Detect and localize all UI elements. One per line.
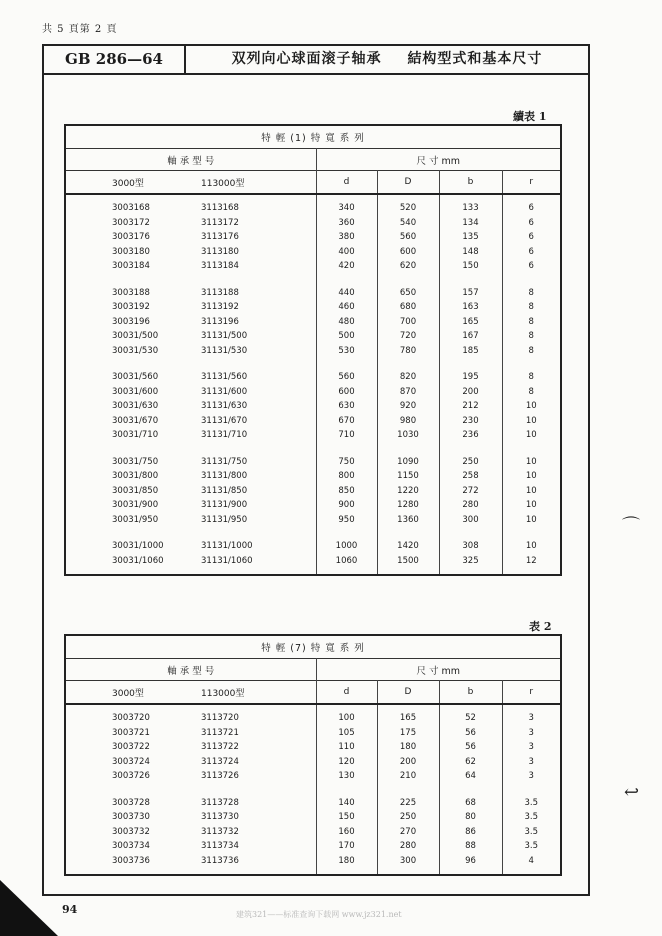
table2-cell-r: 3.5 — [524, 812, 539, 823]
table1-group-spacer — [65, 443, 561, 455]
table1-cell-b: 258 — [439, 469, 502, 484]
table2-cell-model-3000: 3003736 — [112, 855, 150, 866]
table1-cell-r: 12 — [525, 555, 537, 566]
table1-cell-b: 236 — [439, 428, 502, 443]
table1-cell-model-3000: 3003196 — [112, 316, 150, 327]
table1-cell-model-3000: 30031/710 — [112, 430, 159, 441]
table2-cell-model-3000: 3003721 — [112, 727, 150, 738]
table1-cell-b: 133 — [439, 201, 502, 216]
table1-cell-b: 157 — [439, 286, 502, 301]
table1-cell-r: 10 — [525, 430, 537, 441]
table2-cell-d: 120 — [316, 755, 377, 770]
table2-cell-r: 3 — [528, 742, 534, 753]
table2-col-D: D — [377, 681, 439, 705]
table2-row — [65, 711, 561, 726]
table1-cell-d: 800 — [316, 469, 377, 484]
table2-series-title: 特 輕 (7) 特 寬 系 列 — [261, 643, 365, 654]
table1-row — [65, 216, 561, 231]
table2-cell-D: 165 — [377, 711, 439, 726]
table1-cell-d: 480 — [316, 315, 377, 330]
table2-row — [65, 796, 561, 811]
table2-cell-model-3000: 3003734 — [112, 841, 150, 852]
table2-col-3000: 3000型 — [65, 681, 185, 705]
table2-cell-model-3000: 3003728 — [112, 797, 150, 808]
table1-row — [65, 344, 561, 359]
table2-body — [65, 704, 561, 875]
table1-cell-r: 6 — [528, 203, 534, 214]
table1-cell-d: 460 — [316, 300, 377, 315]
table1-cell-model-3000: 30031/800 — [112, 471, 159, 482]
table1-row — [65, 399, 561, 414]
table1-row — [65, 539, 561, 554]
table1-cell-b: 300 — [439, 513, 502, 528]
table2-group-right: 尺 寸 mm — [316, 659, 561, 681]
table1-cell-d: 560 — [316, 370, 377, 385]
table1-cell-d: 500 — [316, 329, 377, 344]
table2-cell-b: 80 — [439, 810, 502, 825]
table1-group-right: 尺 寸 mm — [316, 149, 561, 171]
table1-cell-model-113000: 3113172 — [185, 216, 316, 231]
table2-cell-D: 210 — [377, 769, 439, 784]
table1-cell-model-113000: 31131/560 — [185, 370, 316, 385]
table2-cell-D: 225 — [377, 796, 439, 811]
table1-cell-r: 10 — [525, 401, 537, 412]
table1-cell-D: 1420 — [377, 539, 439, 554]
table1-row — [65, 513, 561, 528]
table1-cell-b: 134 — [439, 216, 502, 231]
table2-cell-r: 3 — [528, 727, 534, 738]
table2-cell-D: 280 — [377, 839, 439, 854]
table1-cell-d: 380 — [316, 230, 377, 245]
table2-cell-model-113000: 3113724 — [185, 755, 316, 770]
table1-cell-r: 8 — [528, 302, 534, 313]
table1-cell-D: 980 — [377, 414, 439, 429]
table1-cell-model-113000: 3113192 — [185, 300, 316, 315]
table1-cell-model-113000: 31131/1060 — [185, 554, 316, 569]
table2-cell-r: 3.5 — [524, 797, 539, 808]
table1-cell-b: 272 — [439, 484, 502, 499]
table2-group-spacer — [65, 784, 561, 796]
table1-spacer — [65, 194, 561, 201]
table1-cell-D: 1500 — [377, 554, 439, 569]
table1-row — [65, 385, 561, 400]
table2-row — [65, 839, 561, 854]
table1-group-spacer — [65, 274, 561, 286]
table2-row — [65, 825, 561, 840]
table1-cell-model-113000: 3113180 — [185, 245, 316, 260]
table2-col-113000: 113000型 — [185, 681, 316, 705]
table2-cell-r: 3 — [528, 771, 534, 782]
table1-cell-model-3000: 3003192 — [112, 302, 150, 313]
table1-cell-b: 230 — [439, 414, 502, 429]
table1-cell-r: 6 — [528, 217, 534, 228]
table2-cell-model-113000: 3113722 — [185, 740, 316, 755]
table1-row — [65, 259, 561, 274]
table1-cell-D: 520 — [377, 201, 439, 216]
binding-corner — [0, 880, 58, 936]
table2-row — [65, 726, 561, 741]
table1-cell-D: 1280 — [377, 498, 439, 513]
table1-series-row — [65, 125, 561, 149]
table1-cell-D: 680 — [377, 300, 439, 315]
table1-cell-model-113000: 3113176 — [185, 230, 316, 245]
page-count: 共 5 頁第 2 頁 — [42, 24, 118, 35]
table1-row — [65, 498, 561, 513]
table2-row — [65, 755, 561, 770]
table2-cell-model-113000: 3113721 — [185, 726, 316, 741]
table1-cell-model-3000: 30031/750 — [112, 456, 159, 467]
table1-cell-model-3000: 3003184 — [112, 261, 150, 272]
table1-cell-model-3000: 3003180 — [112, 246, 150, 257]
table1-cell-model-113000: 31131/710 — [185, 428, 316, 443]
table1-cell-d: 900 — [316, 498, 377, 513]
table2-column-headers — [65, 681, 561, 705]
table1-cell-d: 850 — [316, 484, 377, 499]
table1-cell-model-113000: 3113168 — [185, 201, 316, 216]
table1-cell-r: 6 — [528, 232, 534, 243]
table2-cell-b: 86 — [439, 825, 502, 840]
table2-cell-d: 140 — [316, 796, 377, 811]
table1-cell-model-3000: 3003168 — [112, 203, 150, 214]
table2-cell-b: 64 — [439, 769, 502, 784]
table1-cell-D: 650 — [377, 286, 439, 301]
table1-cell-d: 340 — [316, 201, 377, 216]
table2-col-b: b — [439, 681, 502, 705]
table1-cell-model-113000: 31131/630 — [185, 399, 316, 414]
table1-cell-d: 950 — [316, 513, 377, 528]
table1-cell-model-3000: 30031/950 — [112, 514, 159, 525]
table1-cell-d: 600 — [316, 385, 377, 400]
table1-cell-D: 1030 — [377, 428, 439, 443]
table2-row — [65, 854, 561, 869]
table2-cell-d: 130 — [316, 769, 377, 784]
table1-label: 續表 1 — [513, 110, 547, 123]
table1-cell-D: 700 — [377, 315, 439, 330]
table1-group-spacer — [65, 527, 561, 539]
document-title — [186, 46, 588, 73]
table2-cell-model-113000: 3113736 — [185, 854, 316, 869]
table2-cell-b: 88 — [439, 839, 502, 854]
table2-cell-r: 3 — [528, 756, 534, 767]
table1-col-r: r — [502, 171, 561, 195]
table2-cell-b: 52 — [439, 711, 502, 726]
table2-col-r: r — [502, 681, 561, 705]
table2-cell-r: 3.5 — [524, 841, 539, 852]
table1-cell-d: 670 — [316, 414, 377, 429]
table2-cell-d: 150 — [316, 810, 377, 825]
table2-cell-model-3000: 3003730 — [112, 812, 150, 823]
table1-cell-D: 720 — [377, 329, 439, 344]
table1-cell-model-3000: 30031/560 — [112, 372, 159, 383]
table1-cell-d: 1060 — [316, 554, 377, 569]
table1-cell-model-3000: 30031/900 — [112, 500, 159, 511]
scan-mark-hook: ⌒ — [622, 516, 640, 537]
table1-cell-model-113000: 31131/750 — [185, 455, 316, 470]
table1-cell-model-3000: 30031/600 — [112, 386, 159, 397]
table1-row — [65, 554, 561, 569]
table2-row — [65, 769, 561, 784]
table1-cell-model-3000: 30031/850 — [112, 485, 159, 496]
table2-cell-D: 175 — [377, 726, 439, 741]
table1-cell-d: 420 — [316, 259, 377, 274]
table2-cell-d: 180 — [316, 854, 377, 869]
table2-spacer — [65, 868, 561, 875]
table1-cell-D: 620 — [377, 259, 439, 274]
table1-cell-model-3000: 30031/530 — [112, 345, 159, 356]
table1-col-113000: 113000型 — [185, 171, 316, 195]
table1-cell-r: 10 — [525, 541, 537, 552]
table1-cell-b: 195 — [439, 370, 502, 385]
table1-cell-model-113000: 31131/1000 — [185, 539, 316, 554]
table2-cell-model-113000: 3113732 — [185, 825, 316, 840]
table1-cell-D: 780 — [377, 344, 439, 359]
table1-cell-model-113000: 3113196 — [185, 315, 316, 330]
table1-cell-model-113000: 31131/600 — [185, 385, 316, 400]
standard-code: GB 286—64 — [44, 46, 186, 73]
table2-label: 表 2 — [529, 620, 552, 633]
scan-mark-arrow: ↩ — [624, 782, 640, 803]
table2-row — [65, 810, 561, 825]
table2-cell-D: 180 — [377, 740, 439, 755]
table1-cell-model-3000: 30031/630 — [112, 401, 159, 412]
table2-cell-model-113000: 3113726 — [185, 769, 316, 784]
table1-cell-b: 200 — [439, 385, 502, 400]
table1-cell-r: 8 — [528, 331, 534, 342]
table2-cell-d: 110 — [316, 740, 377, 755]
table1-row — [65, 201, 561, 216]
table1-cell-model-113000: 31131/500 — [185, 329, 316, 344]
table1-row — [65, 370, 561, 385]
table1-series-title: 特 輕 (1) 特 寬 系 列 — [261, 133, 365, 144]
table1-cell-b: 165 — [439, 315, 502, 330]
table2-cell-b: 68 — [439, 796, 502, 811]
table1-row — [65, 414, 561, 429]
table2-cell-model-113000: 3113734 — [185, 839, 316, 854]
table1-row — [65, 428, 561, 443]
table1-body — [65, 194, 561, 575]
table1-cell-r: 10 — [525, 514, 537, 525]
table2-cell-b: 62 — [439, 755, 502, 770]
table1-row — [65, 286, 561, 301]
table2-cell-b: 56 — [439, 726, 502, 741]
table1-row — [65, 315, 561, 330]
table1-cell-D: 920 — [377, 399, 439, 414]
table1-cell-d: 1000 — [316, 539, 377, 554]
table2-group-row — [65, 659, 561, 681]
table1-cell-model-3000: 3003176 — [112, 232, 150, 243]
table1-row — [65, 230, 561, 245]
table1-row — [65, 469, 561, 484]
table1-row — [65, 329, 561, 344]
table1-cell-model-3000: 3003188 — [112, 287, 150, 298]
table1-row — [65, 300, 561, 315]
bearing-name: 双列向心球面滚子轴承 — [231, 51, 382, 67]
table1-cell-b: 135 — [439, 230, 502, 245]
table1-cell-b: 308 — [439, 539, 502, 554]
table2-cell-d: 160 — [316, 825, 377, 840]
table2-cell-model-113000: 3113720 — [185, 711, 316, 726]
table2-col-d: d — [316, 681, 377, 705]
table1-cell-r: 10 — [525, 456, 537, 467]
table1-cell-d: 630 — [316, 399, 377, 414]
table2-cell-d: 170 — [316, 839, 377, 854]
table1-cell-model-113000: 31131/530 — [185, 344, 316, 359]
table1-cell-r: 10 — [525, 485, 537, 496]
table1 — [64, 124, 562, 576]
table1-cell-d: 360 — [316, 216, 377, 231]
table1-column-headers — [65, 171, 561, 195]
table2-cell-D: 270 — [377, 825, 439, 840]
table1-cell-r: 8 — [528, 386, 534, 397]
table1-cell-b: 185 — [439, 344, 502, 359]
table1-cell-b: 167 — [439, 329, 502, 344]
table2-cell-model-113000: 3113730 — [185, 810, 316, 825]
table2-cell-model-113000: 3113728 — [185, 796, 316, 811]
watermark-footer: 建筑321——标准查询下载网 www.jz321.net — [236, 910, 402, 919]
table1-cell-r: 8 — [528, 287, 534, 298]
table1-cell-r: 10 — [525, 415, 537, 426]
table2-cell-model-3000: 3003732 — [112, 826, 150, 837]
table1-cell-model-113000: 3113184 — [185, 259, 316, 274]
table1-cell-d: 710 — [316, 428, 377, 443]
table1-cell-r: 6 — [528, 261, 534, 272]
table2-cell-b: 96 — [439, 854, 502, 869]
table2-cell-model-3000: 3003726 — [112, 771, 150, 782]
table1-cell-model-3000: 30031/670 — [112, 415, 159, 426]
table1-cell-d: 750 — [316, 455, 377, 470]
table1-cell-d: 440 — [316, 286, 377, 301]
table1-row — [65, 484, 561, 499]
table1-row — [65, 455, 561, 470]
table1-cell-d: 400 — [316, 245, 377, 260]
table1-cell-D: 1150 — [377, 469, 439, 484]
table1-cell-D: 1360 — [377, 513, 439, 528]
table1-col-3000: 3000型 — [65, 171, 185, 195]
table1-cell-b: 150 — [439, 259, 502, 274]
table1-cell-b: 212 — [439, 399, 502, 414]
page-number: 94 — [62, 903, 78, 916]
table1-group-left: 軸 承 型 号 — [65, 149, 316, 171]
table2-cell-r: 3.5 — [524, 826, 539, 837]
table2-cell-b: 56 — [439, 740, 502, 755]
table2-spacer — [65, 704, 561, 711]
table2-cell-model-3000: 3003720 — [112, 713, 150, 724]
table2-row — [65, 740, 561, 755]
table1-cell-D: 560 — [377, 230, 439, 245]
table1-cell-D: 1220 — [377, 484, 439, 499]
table1-cell-b: 163 — [439, 300, 502, 315]
title-suffix: 結构型式和基本尺寸 — [407, 51, 543, 67]
table2-cell-d: 100 — [316, 711, 377, 726]
table1-cell-model-113000: 31131/950 — [185, 513, 316, 528]
table2-cell-r: 4 — [528, 855, 534, 866]
table1-cell-r: 10 — [525, 471, 537, 482]
document-header — [42, 44, 590, 75]
table1-group-spacer — [65, 358, 561, 370]
table1-cell-r: 6 — [528, 246, 534, 257]
table1-row — [65, 245, 561, 260]
table1-cell-b: 325 — [439, 554, 502, 569]
table2-cell-D: 250 — [377, 810, 439, 825]
table2 — [64, 634, 562, 876]
table1-cell-model-113000: 31131/800 — [185, 469, 316, 484]
table2-cell-D: 300 — [377, 854, 439, 869]
table1-cell-d: 530 — [316, 344, 377, 359]
table1-cell-D: 1090 — [377, 455, 439, 470]
table1-group-row — [65, 149, 561, 171]
table2-cell-D: 200 — [377, 755, 439, 770]
table2-series-row — [65, 635, 561, 659]
table1-cell-D: 820 — [377, 370, 439, 385]
table1-cell-model-3000: 30031/1000 — [112, 541, 164, 552]
table1-cell-D: 600 — [377, 245, 439, 260]
table1-cell-model-3000: 3003172 — [112, 217, 150, 228]
table1-col-D: D — [377, 171, 439, 195]
table2-cell-r: 3 — [528, 713, 534, 724]
table1-col-b: b — [439, 171, 502, 195]
table2-group-left: 軸 承 型 号 — [65, 659, 316, 681]
table1-cell-r: 8 — [528, 316, 534, 327]
table1-cell-model-113000: 3113188 — [185, 286, 316, 301]
table1-spacer — [65, 568, 561, 575]
table1-cell-D: 870 — [377, 385, 439, 400]
table1-cell-r: 10 — [525, 500, 537, 511]
table1-cell-b: 148 — [439, 245, 502, 260]
table1-cell-model-113000: 31131/850 — [185, 484, 316, 499]
table1-cell-r: 8 — [528, 345, 534, 356]
table1-cell-model-113000: 31131/670 — [185, 414, 316, 429]
table1-col-d: d — [316, 171, 377, 195]
table1-cell-D: 540 — [377, 216, 439, 231]
table2-cell-model-3000: 3003722 — [112, 742, 150, 753]
table1-cell-r: 8 — [528, 372, 534, 383]
table1-cell-b: 250 — [439, 455, 502, 470]
table1-cell-model-113000: 31131/900 — [185, 498, 316, 513]
table2-cell-model-3000: 3003724 — [112, 756, 150, 767]
table2-cell-d: 105 — [316, 726, 377, 741]
table1-cell-b: 280 — [439, 498, 502, 513]
table1-cell-model-3000: 30031/500 — [112, 331, 159, 342]
table1-cell-model-3000: 30031/1060 — [112, 555, 164, 566]
